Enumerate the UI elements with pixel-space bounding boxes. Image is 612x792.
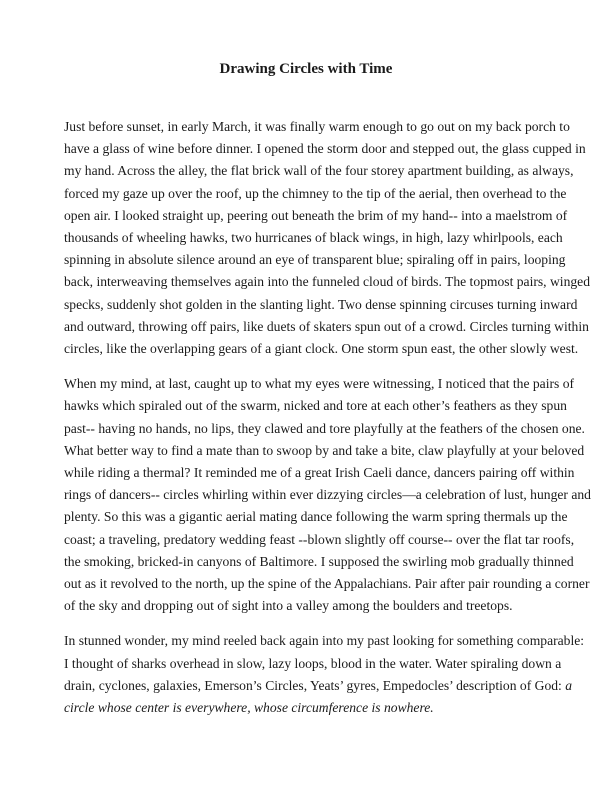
paragraph-3 [64, 630, 585, 719]
text-line: the smoking, bricked-in canyons of Baltimore. I supposed the swirling mob gradually thinned [64, 553, 574, 569]
text-line: Just before sunset, in early March, it was finally warm enough to go out on my back porch to [64, 119, 570, 134]
text-line: In stunned wonder, my mind reeled back again into my past looking for something comparable: [64, 633, 585, 649]
text-line: back, interweaving themselves again into the funneled cloud of birds. The topmost pairs, winged [64, 274, 591, 290]
text-line: forced my gaze up over the roof, up the chimney to the tip of the aerial, then overhead to the [64, 185, 567, 201]
text-line-segment: drain, cyclones, galaxies, Emerson’s Circles, Yeats’ gyres, Empedocles’ description of God: [64, 677, 562, 693]
text-line: specks, suddenly shot golden in the slanting light. Two dense spinning circuses turning inward [64, 296, 578, 312]
text-line: my hand. Across the alley, the flat brick wall of the four storey apartment building, as always, [64, 163, 574, 179]
paragraph-2 [64, 373, 591, 617]
text-line: past-- having no hands, no lips, they clawed and tore playfully at the feathers of the chosen one. [64, 420, 585, 436]
text-line: When my mind, at last, caught up to what my eyes were witnessing, I noticed that the pairs of [64, 376, 575, 392]
text-line: coast; a traveling, predatory wedding feast --blown slightly off course-- over the flat tar roofs, [64, 531, 575, 547]
text-line [64, 675, 573, 697]
document-title: Drawing Circles with Time [219, 61, 393, 77]
text-line: out as it revolved to the north, up the spine of the Appalachians. Pair after pair rounding a corner [64, 576, 590, 592]
text-line: What better way to find a mate than to swoop by and take a bite, claw playfully at your beloved [64, 442, 585, 458]
italic-quote-start: a [565, 677, 573, 693]
text-line: hawks which spiraled out of the swarm, nicked and tore at each other’s feathers as they spun [64, 398, 567, 414]
text-line: open air. I looked straight up, peering out beneath the brim of my hand-- into a maelstrom of [64, 207, 568, 223]
text-line: circles, like the overlapping gears of a giant clock. One storm spun east, the other slowly west. [64, 341, 579, 357]
text-line: plenty. So this was a gigantic aerial mating dance following the warm spring thermals up the [64, 509, 568, 525]
text-line: while riding a thermal? It reminded me of a great Irish Caeli dance, dancers pairing off within [64, 465, 575, 481]
text-line: thousands of wheeling hawks, two hurricanes of black wings, in high, lazy whirlpools, each [64, 230, 563, 246]
paragraph-1 [64, 116, 591, 360]
text-line: have a glass of wine before dinner. I opened the storm door and stepped out, the glass cupped in [64, 141, 586, 157]
text-line: I thought of sharks overhead in slow, lazy loops, blood in the water. Water spiraling down a [64, 655, 562, 671]
text-line: of the sky and dropping out of sight into a valley among the boulders and treetops. [64, 598, 513, 614]
document-body [64, 116, 591, 732]
text-line: rings of dancers-- circles whirling within ever dizzying circles—a celebration of lust, hunger and [64, 487, 591, 503]
italic-quote-line: circle whose center is everywhere, whose circumference is nowhere. [64, 700, 434, 716]
text-line: and outward, throwing off pairs, like duets of skaters spun out of a crowd. Circles turning within [64, 318, 589, 334]
text-line: spinning in absolute silence around an eye of transparent blue; spiraling off in pairs, looping [64, 252, 566, 268]
